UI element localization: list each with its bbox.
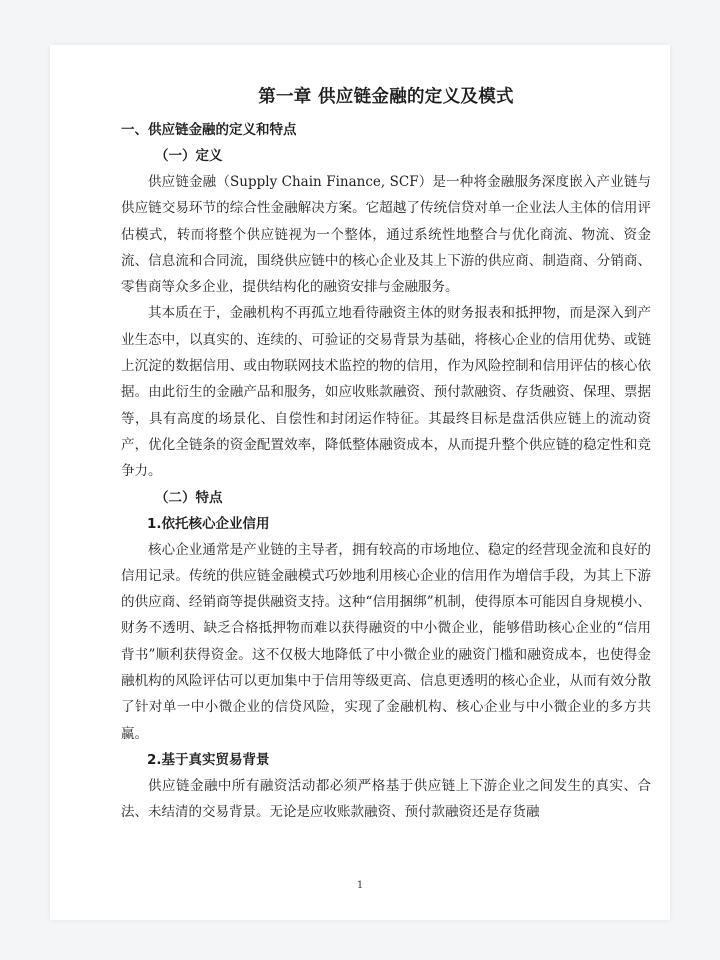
definition-paragraph-1: 供应链金融（Supply Chain Finance, SCF）是一种将金融服务深度嵌入产业链与供应链交易环节的综合性金融解决方案。它超越了传统信贷对单一企业法人主体的信用评估模式，转而将整个供应链视为一个整体，通过系统性地整合与优化商流、物流、资金流、信息流和合同流，围绕供应链中的核心企业及其上下游的供应商、制造商、分销商、零售商等众多企业，提供结构化的融资安排与金融服务。 [121, 174, 651, 296]
page-number: 1 [356, 880, 364, 891]
chapter-title: 第一章 供应链金融的定义及模式 [258, 87, 514, 107]
feature-heading-real-trade: 2.基于真实贸易背景 [147, 751, 270, 768]
section-heading: 一、供应链金融的定义和特点 [121, 122, 297, 138]
subsection-heading-definition: （一）定义 [155, 148, 223, 164]
subsection-heading-features: （二）特点 [155, 489, 223, 506]
feature-paragraph-real-trade: 供应链金融中所有融资活动都必须严格基于供应链上下游企业之间发生的真实、合法、未结清的交易背景。无论是应收账款融资、预付款融资还是存货融 [121, 777, 651, 821]
feature-paragraph-core-credit: 核心企业通常是产业链的主导者，拥有较高的市场地位、稳定的经营现金流和良好的信用记录。传统的供应链金融模式巧妙地利用核心企业的信用作为增信手段，为其上下游的供应商、经销商等提供融资支持。这种“信用捆绑”机制，使得原本可能因自身规模小、财务不透明、缺乏合格抵押物而难以获得融资的中小微企业，能够借助核心企业的“信用背书”顺利获得资金。这不仅极大地降低了中小微企业的融资门槛和融资成本，也使得金融机构的风险评估可以更加集中于信用等级更高、信息更透明的核心企业，从而有效分散了针对单一中小微企业的信贷风险，实现了金融机构、核心企业与中小微企业的多方共赢。 [121, 541, 651, 742]
document-body [121, 85, 651, 826]
document-page [50, 45, 670, 920]
feature-heading-core-credit: 1.依托核心企业信用 [147, 515, 270, 532]
definition-paragraph-2: 其本质在于，金融机构不再孤立地看待融资主体的财务报表和抵押物，而是深入到产业生态中，以真实的、连续的、可验证的交易背景为基础，将核心企业的信用优势、或链上沉淀的数据信用、或由物联网技术监控的物的信用，作为风险控制和信用评估的核心依据。由此衍生的金融产品和服务，如应收账款融资、预付款融资、存货融资、保理、票据等，具有高度的场景化、自偿性和封闭运作特征。其最终目标是盘活供应链上的流动资产，优化全链条的资金配置效率，降低整体融资成本，从而提升整个供应链的稳定性和竞争力。 [121, 305, 651, 480]
